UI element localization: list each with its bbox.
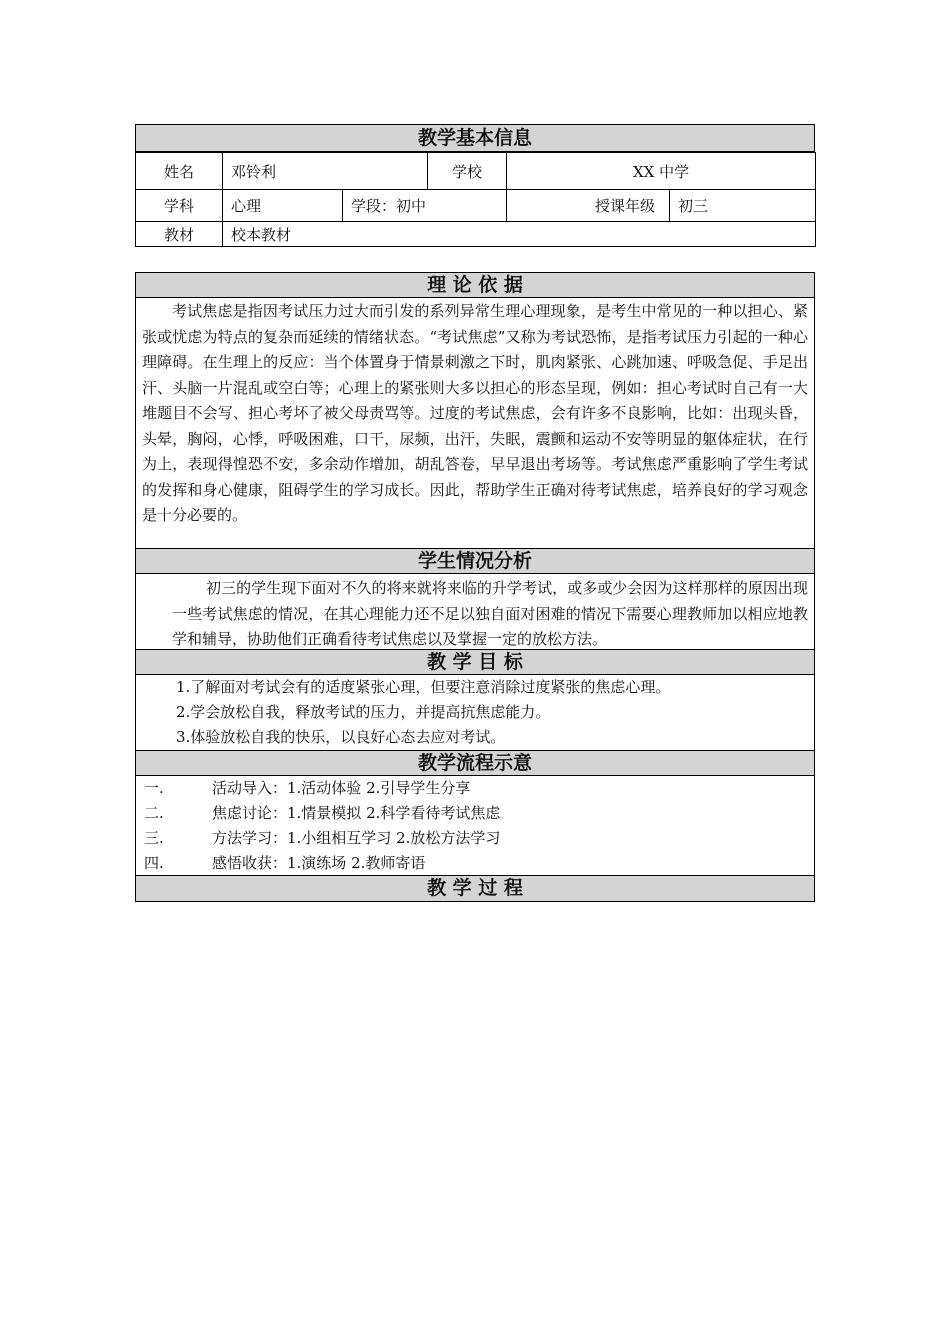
basic-info-header: 教学基本信息 (135, 124, 815, 152)
grade-value: 初三 (670, 190, 816, 222)
flow-row-text: 方法学习：1.小组相互学习 2.放松方法学习 (212, 829, 501, 847)
flow-row (136, 776, 814, 801)
subject-value: 心理 (223, 190, 343, 222)
flow-row-number: 三. (144, 829, 164, 847)
flow-section (135, 750, 815, 877)
flow-row (136, 826, 814, 851)
flow-row-text: 焦虑讨论：1.情景模拟 2.科学看待考试焦虑 (212, 804, 501, 822)
flow-row-number: 一. (144, 779, 164, 797)
flow-header: 教学流程示意 (135, 750, 815, 776)
school-label: 学校 (428, 153, 507, 190)
theory-text: 考试焦虑是指因考试压力过大而引发的系列异常生理心理现象，是考生中常见的一种以担心、紧张或忧虑为特点的复杂而延续的情绪状态。“考试焦虑”又称为考试恐怖，是指考试压力引起的一种心理障碍。在生理上的反应：当个体置身于情景刺激之下时，肌肉紧张、心跳加速、呼吸急促、手足出汗、头脑一片混乱或空白等；心理上的紧张则大多以担心的形态呈现，例如：担心考试时自己有一大堆题目不会写、担心考坏了被父母责骂等。过度的考试焦虑，会有许多不良影响，比如：出现头昏，头晕，胸闷，心悸，呼吸困难，口干，尿频，出汗，失眠，震颤和运动不安等明显的躯体症状，在行为上，表现得惶恐不安，多余动作增加，胡乱答卷，早早退出考场等。考试焦虑严重影响了学生考试的发挥和身心健康，阻碍学生的学习成长。因此，帮助学生正确对待考试焦虑，培养良好的学习观念是十分必要的。 (142, 302, 808, 524)
flow-box (135, 776, 815, 877)
flow-row-number: 四. (144, 854, 164, 872)
goal-item: 2.学会放松自我，释放考试的压力，并提高抗焦虑能力。 (176, 703, 551, 721)
textbook-value: 校本教材 (223, 222, 816, 247)
subject-label: 学科 (136, 190, 223, 222)
flow-row-number: 二. (144, 804, 164, 822)
student-analysis-section (135, 548, 815, 651)
basic-info-section (135, 124, 815, 247)
goals-section (135, 649, 815, 751)
theory-section (135, 272, 815, 549)
student-analysis-header: 学生情况分析 (135, 548, 815, 574)
name-label: 姓名 (136, 153, 223, 190)
name-value: 邓铃利 (223, 153, 428, 190)
student-analysis-box (135, 574, 815, 651)
goal-item: 3.体验放松自我的快乐，以良好心态去应对考试。 (176, 728, 506, 746)
flow-row (136, 851, 814, 876)
process-section (135, 875, 815, 902)
goals-header: 教 学 目 标 (135, 649, 815, 675)
flow-row-text: 感悟收获：1.演练场 2.教师寄语 (212, 854, 426, 872)
goal-item: 1.了解面对考试会有的适度紧张心理，但要注意消除过度紧张的焦虑心理。 (176, 678, 671, 696)
theory-box (135, 298, 815, 549)
flow-row-text: 活动导入：1.活动体验 2.引导学生分享 (212, 779, 471, 797)
grade-label: 授课年级 (507, 190, 670, 222)
process-header: 教 学 过 程 (135, 875, 815, 902)
flow-row (136, 801, 814, 826)
theory-header: 理 论 依 据 (135, 272, 815, 298)
school-value: XX 中学 (507, 153, 816, 190)
textbook-label: 教材 (136, 222, 223, 247)
goals-box (135, 675, 815, 751)
stage-text: 学段：初中 (343, 190, 507, 222)
basic-info-table (135, 152, 816, 247)
student-analysis-text: 初三的学生现下面对不久的将来就将来临的升学考试，或多或少会因为这样那样的原因出现一些考试焦虑的情况，在其心理能力还不足以独自面对困难的情况下需要心理教师加以相应地教学和辅导，协助他们正确看待考试焦虑以及掌握一定的放松方法。 (172, 579, 808, 648)
